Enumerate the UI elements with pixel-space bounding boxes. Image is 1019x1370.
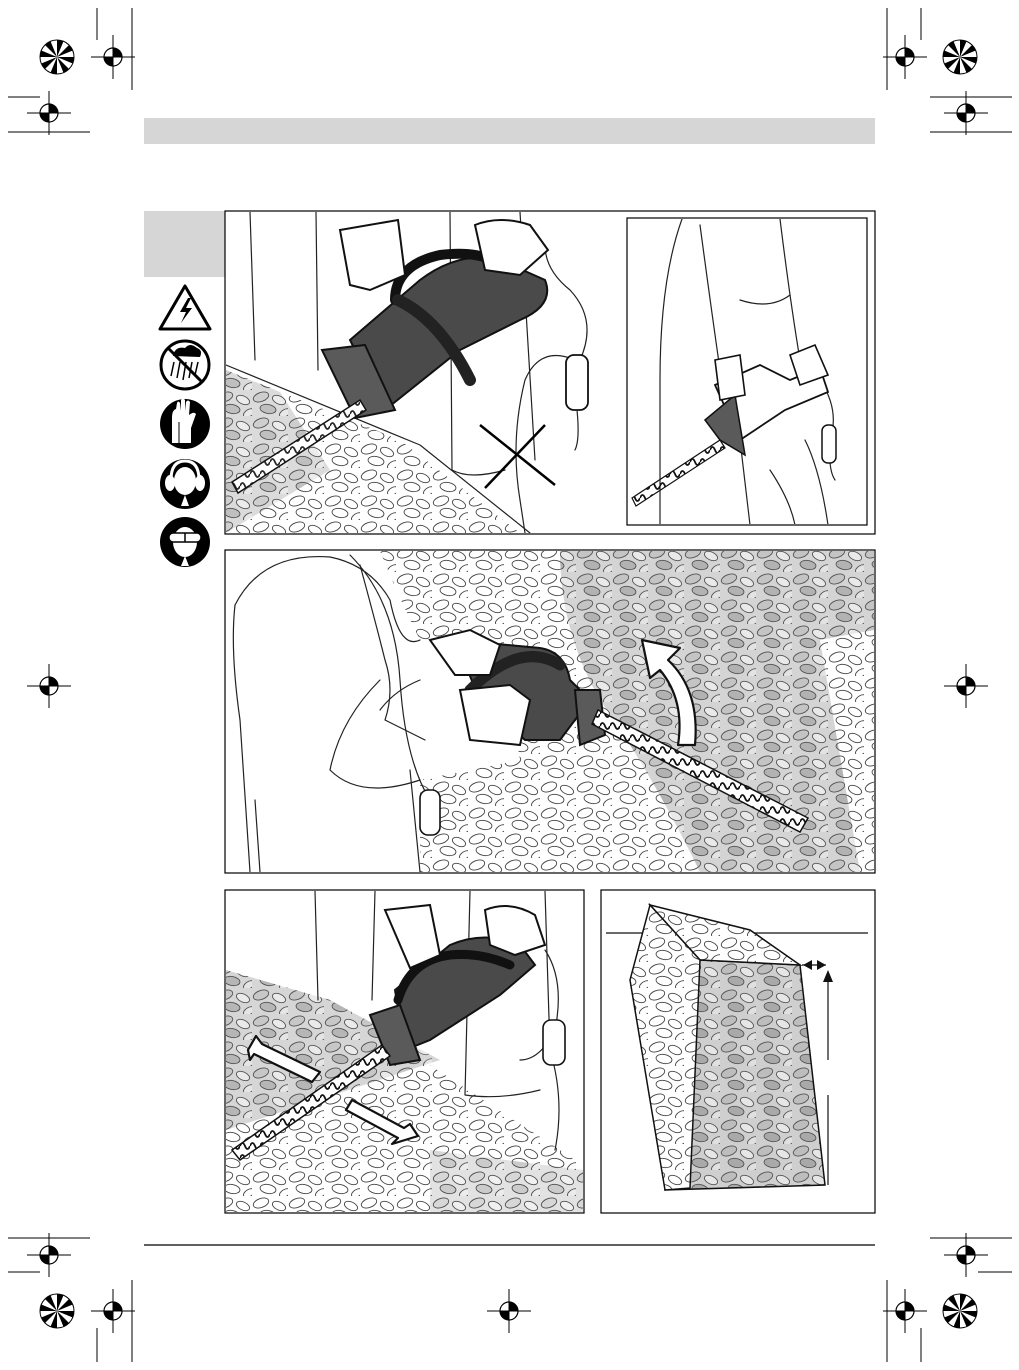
electric-hazard-warning-icon (160, 286, 210, 329)
side-tab (144, 211, 225, 277)
registration-mark-icon (883, 1289, 927, 1333)
figure-two-hand-grip (627, 218, 867, 525)
registration-mark-icon (91, 1289, 135, 1333)
registration-mark-icon (944, 664, 988, 708)
registration-mark-icon (27, 1233, 71, 1277)
colour-calibration-icon (40, 40, 74, 74)
figure-cutting-hedge-top (225, 890, 584, 1213)
registration-mark-icon (944, 91, 988, 135)
figure-hedge-shape (601, 890, 875, 1213)
registration-mark-icon (91, 35, 135, 79)
registration-mark-icon (27, 91, 71, 135)
figure-cable-over-shoulder (225, 211, 875, 534)
figure-cutting-hedge-side (225, 550, 875, 873)
wear-ear-protection-icon (160, 459, 210, 509)
no-rain-exposure-icon (161, 341, 209, 389)
registration-mark-icon (27, 664, 71, 708)
registration-mark-icon (883, 35, 927, 79)
header-bar (144, 118, 875, 144)
registration-mark-icon (487, 1289, 531, 1333)
colour-calibration-icon (40, 1294, 74, 1328)
safety-symbols (160, 286, 210, 567)
colour-calibration-icon (943, 1294, 977, 1328)
colour-calibration-icon (943, 40, 977, 74)
wear-gloves-icon (160, 399, 210, 450)
registration-mark-icon (944, 1233, 988, 1277)
wear-eye-protection-icon (160, 517, 210, 567)
